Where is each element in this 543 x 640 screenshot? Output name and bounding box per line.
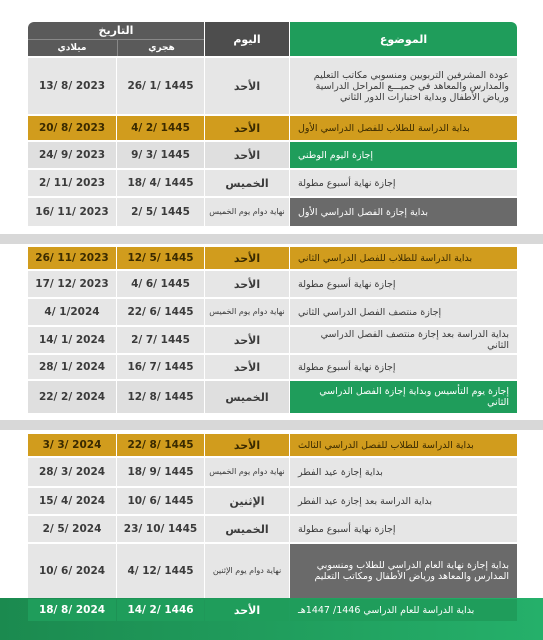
- row-day: الأحد: [205, 355, 289, 379]
- row-hijri: 9/ 3/ 1445: [117, 142, 204, 168]
- row-gregorian: 13/ 8/ 2023: [28, 58, 116, 114]
- table-row: [28, 516, 517, 542]
- row-hijri: 4/ 12/ 1445: [117, 544, 204, 598]
- row-day: الأحد: [205, 58, 289, 114]
- row-hijri: 12/ 5/ 1445: [117, 247, 204, 269]
- row-topic: بداية الدراسة بعد إجازة منتصف الفصل الدراسي الثاني: [290, 327, 517, 353]
- row-hijri: 18/ 4/ 1445: [117, 170, 204, 196]
- table-row: [28, 355, 517, 379]
- table-row: [28, 247, 517, 269]
- row-hijri: 10/ 6/ 1445: [117, 488, 204, 514]
- row-day: الخميس: [205, 381, 289, 413]
- row-gregorian: 28/ 1/ 2024: [28, 355, 116, 379]
- table-row: [28, 458, 517, 486]
- row-gregorian: 14/ 1/ 2024: [28, 327, 116, 353]
- row-gregorian: 28/ 3/ 2024: [28, 458, 116, 486]
- header-hijri: هجري: [117, 40, 205, 56]
- table-row: [28, 299, 517, 325]
- row-topic: بداية الدراسة بعد إجازة عيد الفطر: [290, 488, 517, 514]
- row-hijri: 22/ 6/ 1445: [117, 299, 204, 325]
- table-row: [28, 488, 517, 514]
- header-day: اليوم: [205, 22, 289, 56]
- row-topic: بداية الدراسة للطلاب للفصل الدراسي الأول: [290, 116, 517, 140]
- section-divider: [0, 234, 543, 244]
- row-topic: بداية الدراسة للعام الدراسي 1446/ 1447هـ: [290, 599, 517, 621]
- row-topic: بداية إجازة نهاية العام الدراسي للطلاب ومنسوبي المدارس والمعاهد ورياض الأطفال ومكاتب التعليم: [290, 544, 517, 598]
- row-gregorian: 3/ 3/ 2024: [28, 434, 116, 456]
- row-hijri: 2/ 7/ 1445: [117, 327, 204, 353]
- row-day: الأحد: [205, 434, 289, 456]
- row-gregorian: 10/ 6/ 2024: [28, 544, 116, 598]
- row-hijri: 14/ 2/ 1446: [117, 599, 204, 621]
- row-topic: إجازة اليوم الوطني: [290, 142, 517, 168]
- row-topic: إجازة نهاية أسبوع مطولة: [290, 516, 517, 542]
- header-date-group: [28, 22, 204, 56]
- row-topic: إجازة نهاية أسبوع مطولة: [290, 271, 517, 297]
- header-topic: الموضوع: [290, 22, 517, 56]
- section-divider: [0, 420, 543, 430]
- row-hijri: 18/ 9/ 1445: [117, 458, 204, 486]
- row-hijri: 16/ 7/ 1445: [117, 355, 204, 379]
- table-row: [28, 434, 517, 456]
- table-row: [28, 142, 517, 168]
- row-day: الأحد: [205, 247, 289, 269]
- row-topic: إجازة نهاية أسبوع مطولة: [290, 170, 517, 196]
- row-day: الأحد: [205, 327, 289, 353]
- row-day: [205, 299, 289, 325]
- header-date: التاريخ: [28, 22, 204, 40]
- row-day: [205, 544, 289, 598]
- row-gregorian: 17/ 12/ 2023: [28, 271, 116, 297]
- row-day-note: نهاية دوام يوم الخميس: [209, 467, 285, 476]
- table-row: [28, 116, 517, 140]
- row-day-note: نهاية دوام يوم الخميس: [209, 207, 285, 216]
- row-hijri: 23/ 10/ 1445: [117, 516, 204, 542]
- row-topic: إجازة نهاية أسبوع مطولة: [290, 355, 517, 379]
- table-row: [28, 198, 517, 226]
- row-gregorian: 22/ 2/ 2024: [28, 381, 116, 413]
- row-day: [205, 458, 289, 486]
- table-row: [28, 327, 517, 353]
- row-gregorian: 26/ 11/ 2023: [28, 247, 116, 269]
- row-topic: بداية الدراسة للطلاب للفصل الدراسي الثالث: [290, 434, 517, 456]
- row-gregorian: 18/ 8/ 2024: [28, 599, 116, 621]
- row-topic: إجازة يوم التأسيس وبداية إجازة الفصل الدراسي الثاني: [290, 381, 517, 413]
- row-day: الأحد: [205, 599, 289, 621]
- row-day: الأحد: [205, 142, 289, 168]
- row-topic: بداية إجازة عيد الفطر: [290, 458, 517, 486]
- table-row-final: [28, 599, 517, 621]
- table-row: [28, 170, 517, 196]
- row-hijri: 4/ 2/ 1445: [117, 116, 204, 140]
- row-day: الخميس: [205, 170, 289, 196]
- row-topic: بداية إجازة الفصل الدراسي الأول: [290, 198, 517, 226]
- table-row: [28, 271, 517, 297]
- table-header: [28, 22, 517, 56]
- row-day-note: نهاية دوام يوم الخميس: [209, 307, 285, 316]
- row-hijri: 4/ 6/ 1445: [117, 271, 204, 297]
- row-day: الأحد: [205, 271, 289, 297]
- row-gregorian: 2/ 5/ 2024: [28, 516, 116, 542]
- row-day: الأحد: [205, 116, 289, 140]
- row-gregorian: 24/ 9/ 2023: [28, 142, 116, 168]
- row-day: الإثنين: [205, 488, 289, 514]
- row-day: [205, 198, 289, 226]
- row-gregorian: 15/ 4/ 2024: [28, 488, 116, 514]
- row-gregorian: 16/ 11/ 2023: [28, 198, 116, 226]
- row-gregorian: 20/ 8/ 2023: [28, 116, 116, 140]
- row-topic: بداية الدراسة للطلاب للفصل الدراسي الثاني: [290, 247, 517, 269]
- row-day-note: نهاية دوام يوم الإثنين: [212, 566, 282, 575]
- row-hijri: 2/ 5/ 1445: [117, 198, 204, 226]
- row-hijri: 22/ 8/ 1445: [117, 434, 204, 456]
- table-row: [28, 381, 517, 413]
- row-hijri: 12/ 8/ 1445: [117, 381, 204, 413]
- header-gregorian: ميلادي: [57, 43, 87, 53]
- row-hijri: 26/ 1/ 1445: [117, 58, 204, 114]
- row-day: الخميس: [205, 516, 289, 542]
- row-gregorian: 2/ 11/ 2023: [28, 170, 116, 196]
- row-topic: عودة المشرفين التربويين ومنسوبي مكاتب التعليم والمدارس والمعاهد في جميـــع المراحل الدراسية ورياض الأطفال وبداية اختبارات الدور الثاني: [290, 58, 517, 114]
- row-gregorian: 4/ 1/2024: [28, 299, 116, 325]
- table-row: [28, 544, 517, 598]
- table-row: [28, 58, 517, 114]
- row-topic: إجازة منتصف الفصل الدراسي الثاني: [290, 299, 517, 325]
